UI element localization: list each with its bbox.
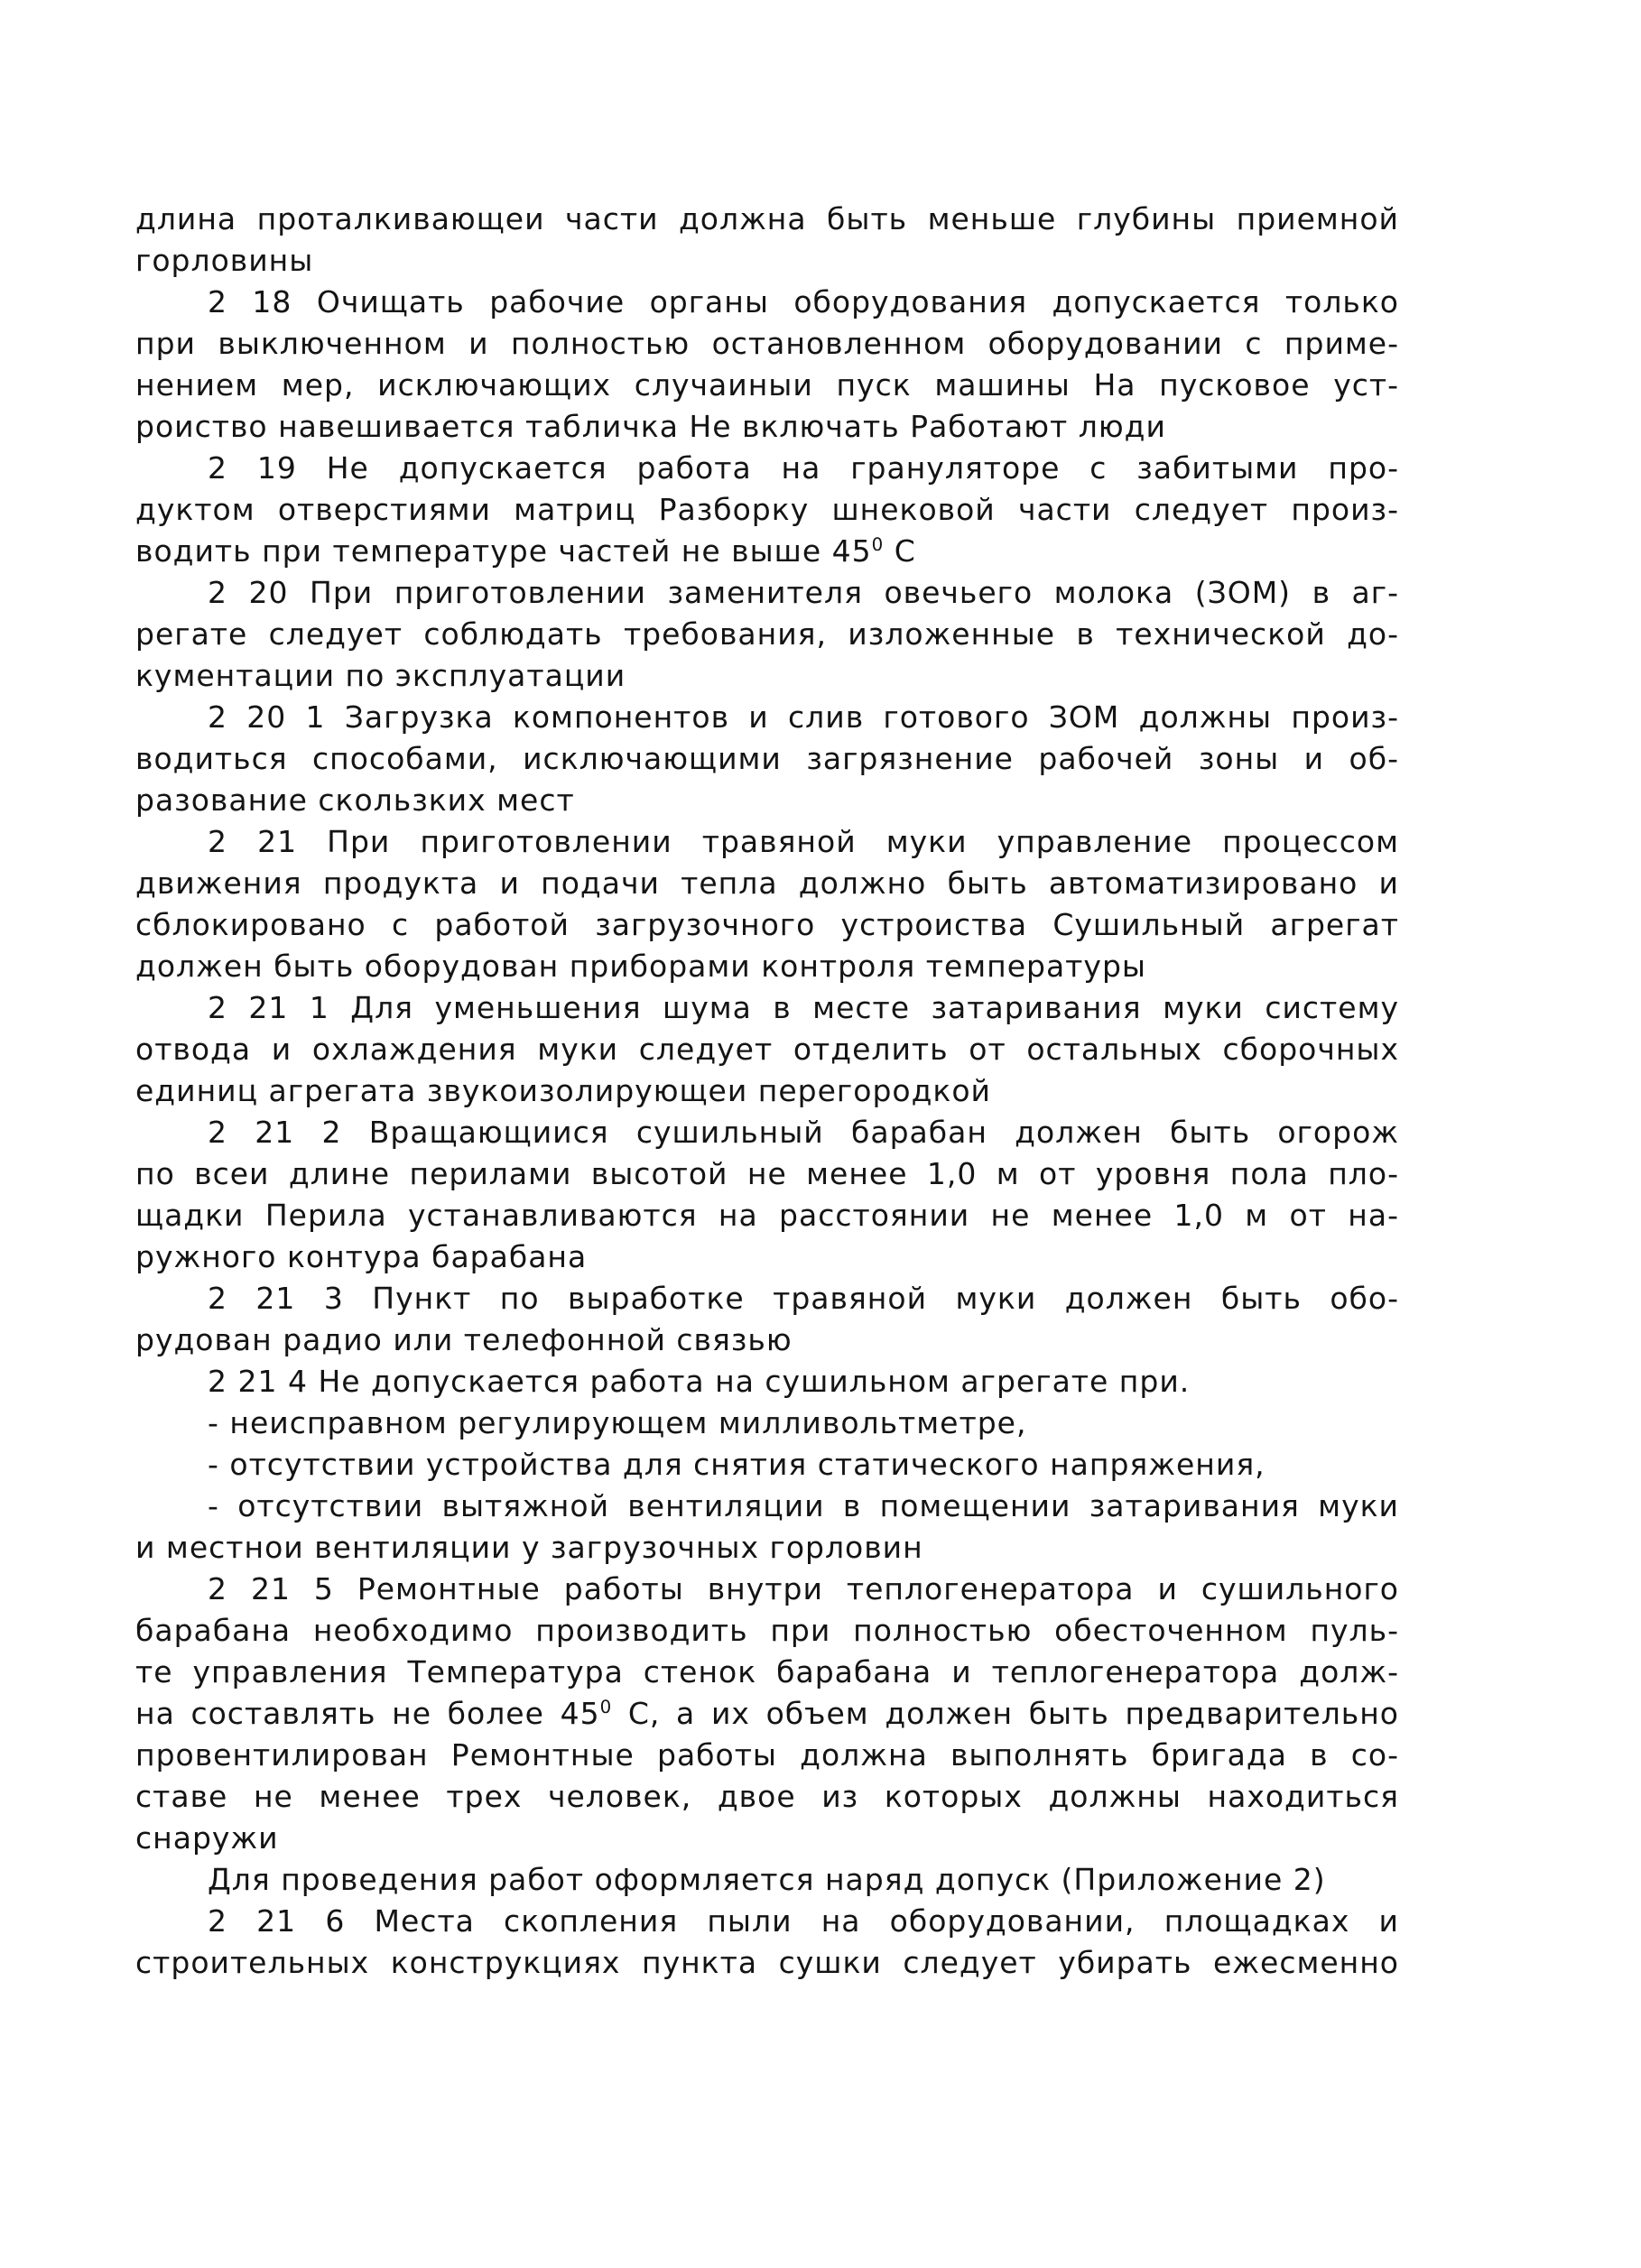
text-line: водиться способами, исключающими загрязнение рабочей зоны и об- — [135, 741, 1399, 776]
text-line: 2 20 При приготовлении заменителя овечьего молока (ЗОМ) в аг- — [208, 575, 1399, 610]
text-line: - отсутствии вытяжной вентиляции в помещении затаривания муки — [208, 1488, 1399, 1523]
text-line: регате следует соблюдать требования, изложенные в технической до- — [135, 616, 1399, 652]
text-line: - отсутствии устройства для снятия статического напряжения, — [208, 1447, 1266, 1482]
text-line: разование скользких мест — [135, 782, 575, 818]
text-line: ружного контура барабана — [135, 1239, 588, 1274]
text-line: кументации по эксплуатации — [135, 658, 626, 693]
text-line: Для проведения работ оформляется наряд допуск (Приложение 2) — [208, 1862, 1326, 1897]
text-fragment: С — [884, 533, 916, 569]
text-line: строительных конструкциях пункта сушки следует убирать ежесменно — [135, 1945, 1399, 1980]
text-line: ставе не менее трех человек, двое из которых должны находиться — [135, 1779, 1399, 1814]
text-line: - неисправном регулирующем милливольтметре, — [208, 1405, 1027, 1440]
text-line — [135, 531, 1399, 572]
text-line: движения продукта и подачи тепла должно быть автоматизировано и — [135, 866, 1399, 901]
text-line: 2 21 5 Ремонтные работы внутри теплогенератора и сушильного — [208, 1571, 1399, 1606]
text-line: по всеи длине перилами высотой не менее 1,0 м от уровня пола пло- — [135, 1156, 1399, 1191]
text-line: и местнои вентиляции у загрузочных горловин — [135, 1530, 923, 1565]
text-line: 2 21 3 Пункт по выработке травяной муки должен быть обо- — [208, 1281, 1399, 1316]
document-text — [135, 199, 1399, 1984]
text-fragment: на составлять не более 45 — [135, 1696, 600, 1731]
text-line: барабана необходимо производить при полностью обесточенном пуль- — [135, 1613, 1399, 1648]
text-line: снаружи — [135, 1820, 279, 1856]
degree-mark: 0 — [599, 1697, 613, 1717]
text-line: 2 18 Очищать рабочие органы оборудования допускается только — [208, 284, 1399, 319]
text-line: при выключенном и полностью остановленном оборудовании с приме- — [135, 326, 1399, 361]
text-line: длина проталкивающеи части должна быть меньше глубины приемной — [135, 201, 1399, 236]
text-line: те управления Температура стенок барабана и теплогенератора долж- — [135, 1654, 1399, 1689]
text-line: роиство навешивается табличка Не включать Работают люди — [135, 409, 1166, 444]
text-line: 2 21 2 Вращающиися сушильный барабан должен быть огорож — [208, 1115, 1399, 1150]
text-line: 2 21 1 Для уменьшения шума в месте затаривания муки систему — [208, 990, 1399, 1025]
text-line: провентилирован Ремонтные работы должна выполнять бригада в со- — [135, 1737, 1399, 1773]
text-line: горловины — [135, 243, 314, 278]
text-line: 2 19 Не допускается работа на грануляторе с забитыми про- — [208, 450, 1399, 486]
text-line: отвода и охлаждения муки следует отделить от остальных сборочных — [135, 1032, 1399, 1067]
text-fragment: водить при температуре частей не выше 45 — [135, 533, 872, 569]
degree-mark: 0 — [871, 534, 885, 555]
text-line: дуктом отверстиями матриц Разборку шнековой части следует произ- — [135, 492, 1399, 527]
text-line — [135, 1693, 1399, 1735]
text-line: рудован радио или телефонной связью — [135, 1322, 793, 1357]
text-line: сблокировано с работой загрузочного устроиства Сушильный агрегат — [135, 907, 1399, 942]
text-line: должен быть оборудован приборами контроля температуры — [135, 949, 1146, 984]
text-fragment: С, а их объем должен быть предварительно — [612, 1696, 1399, 1731]
text-line: 2 21 При приготовлении травяной муки управление процессом — [208, 824, 1399, 859]
text-line: единиц агрегата звукоизолирующеи перегородкой — [135, 1073, 991, 1108]
text-line: 2 21 6 Места скопления пыли на оборудовании, площадках и — [208, 1903, 1399, 1939]
text-line: 2 20 1 Загрузка компонентов и слив готового ЗОМ должны произ- — [208, 699, 1399, 735]
text-line: щадки Перила устанавливаются на расстоянии не менее 1,0 м от на- — [135, 1198, 1399, 1233]
text-line: 2 21 4 Не допускается работа на сушильном агрегате при. — [208, 1364, 1191, 1399]
text-line: нением мер, исключающих случаиныи пуск машины На пусковое уст- — [135, 367, 1399, 403]
